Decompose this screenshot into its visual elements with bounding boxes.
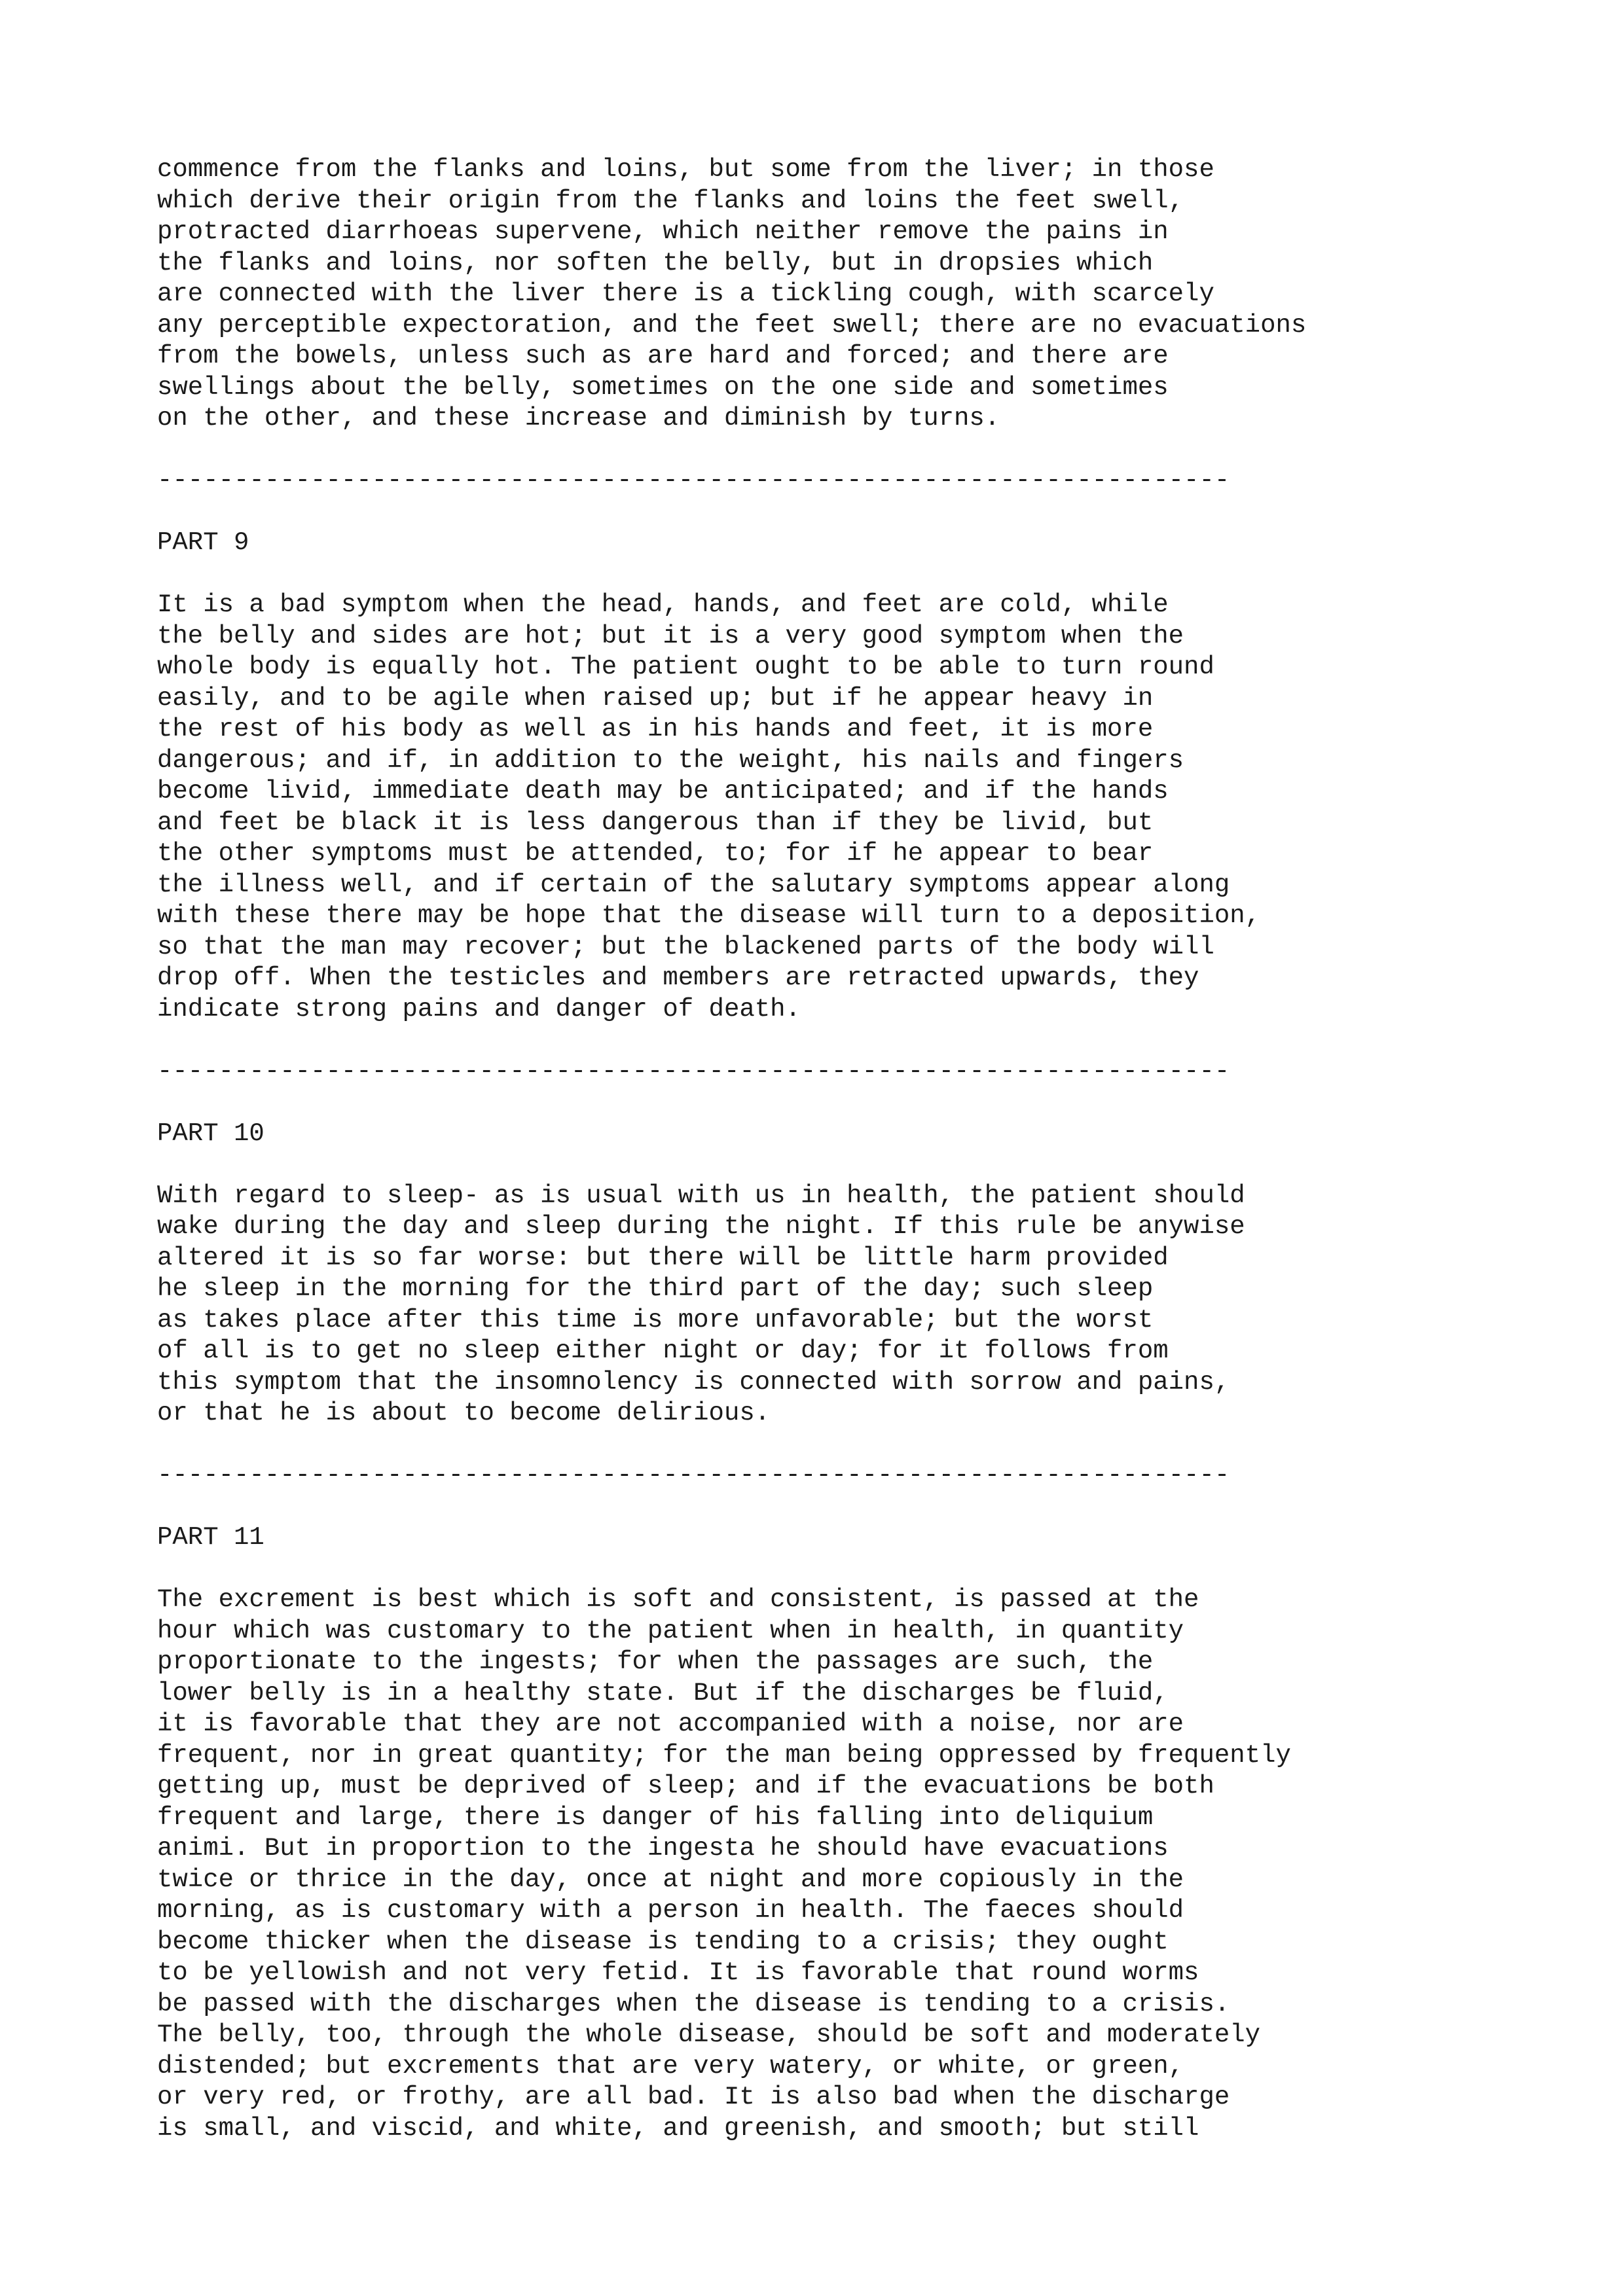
text-line: lower belly is in a healthy state. But if the discharges be fluid, [157, 1678, 1169, 1708]
text-line: are connected with the liver there is a tickling cough, with scarcely [157, 279, 1214, 308]
text-line: morning, as is customary with a person in health. The faeces should [157, 1896, 1184, 1925]
text-line: commence from the flanks and loins, but some from the liver; in those [157, 155, 1214, 184]
text-line: to be yellowish and not very fetid. It is favorable that round worms [157, 1958, 1199, 1987]
blank-line [157, 1149, 1532, 1181]
section-heading [157, 1522, 1532, 1554]
text-line: and feet be black it is less dangerous than if they be livid, but [157, 808, 1154, 837]
text-line: or very red, or frothy, are all bad. It is also bad when the discharge [157, 2083, 1230, 2111]
text-line: so that the man may recover; but the blackened parts of the body will [157, 932, 1214, 961]
text-line: PART 9 [157, 528, 249, 557]
blank-line [157, 1554, 1532, 1585]
text-line: the flanks and loins, nor soften the belly, but in dropsies which [157, 248, 1154, 278]
text-line: with these there may be hope that the disease will turn to a deposition, [157, 901, 1261, 930]
text-line: the rest of his body as well as in his hands and feet, it is more [157, 715, 1154, 744]
text-line: The belly, too, through the whole disease, should be soft and moderately [157, 2020, 1261, 2049]
section-separator [157, 465, 1532, 497]
text-line: PART 11 [157, 1523, 264, 1552]
text-line: be passed with the discharges when the disease is tending to a crisis. [157, 1989, 1230, 2018]
text-line: of all is to get no sleep either night or day; for it follows from [157, 1336, 1169, 1365]
text-line: become livid, immediate death may be anticipated; and if the hands [157, 777, 1169, 806]
blank-line [157, 1492, 1532, 1523]
blank-line [157, 559, 1532, 590]
text-line: indicate strong pains and danger of death. [157, 994, 801, 1024]
section-heading [157, 528, 1532, 559]
text-line: It is a bad symptom when the head, hands, and feet are cold, while [157, 590, 1169, 619]
text-line: is small, and viscid, and white, and greenish, and smooth; but still [157, 2113, 1199, 2143]
text-line: With regard to sleep- as is usual with us in health, the patient should [157, 1181, 1245, 1210]
text-line: altered it is so far worse: but there will be little harm provided [157, 1243, 1169, 1272]
text-line: ---------------------------------------------------------------------- [157, 466, 1230, 495]
text-line: The excrement is best which is soft and consistent, is passed at the [157, 1585, 1199, 1614]
text-line: the illness well, and if certain of the salutary symptoms appear along [157, 870, 1230, 899]
text-line: become thicker when the disease is tending to a crisis; they ought [157, 1927, 1169, 1956]
text-line: or that he is about to become delirious. [157, 1399, 771, 1427]
text-line: ---------------------------------------------------------------------- [157, 1056, 1230, 1086]
text-line: which derive their origin from the flanks and loins the feet swell, [157, 186, 1184, 215]
document-page [157, 154, 1532, 2144]
text-line: the other symptoms must be attended, to; for if he appear to bear [157, 839, 1154, 868]
text-line: hour which was customary to the patient when in health, in quantity [157, 1616, 1184, 1645]
blank-line [157, 1429, 1532, 1461]
text-line: as takes place after this time is more unfavorable; but the worst [157, 1305, 1154, 1335]
section-heading [157, 1119, 1532, 1150]
text-line: PART 10 [157, 1119, 264, 1148]
text-line: proportionate to the ingests; for when the passages are such, the [157, 1647, 1154, 1676]
paragraph [157, 154, 1532, 435]
blank-line [157, 435, 1532, 466]
text-line: swellings about the belly, sometimes on the one side and sometimes [157, 372, 1169, 402]
text-line: dangerous; and if, in addition to the weight, his nails and fingers [157, 745, 1184, 775]
paragraph [157, 1181, 1532, 1429]
text-line: easily, and to be agile when raised up; but if he appear heavy in [157, 683, 1154, 713]
section-separator [157, 1460, 1532, 1492]
text-line: this symptom that the insomnolency is connected with sorrow and pains, [157, 1367, 1230, 1397]
blank-line [157, 1087, 1532, 1119]
text-line: getting up, must be deprived of sleep; and if the evacuations be both [157, 1772, 1214, 1801]
text-line: frequent and large, there is danger of his falling into deliquium [157, 1803, 1154, 1832]
blank-line [157, 497, 1532, 528]
section-separator [157, 1056, 1532, 1088]
blank-line [157, 1025, 1532, 1056]
text-line: from the bowels, unless such as are hard and forced; and there are [157, 342, 1169, 370]
text-line: it is favorable that they are not accompanied with a noise, nor are [157, 1710, 1184, 1738]
text-line: wake during the day and sleep during the night. If this rule be anywise [157, 1212, 1245, 1241]
text-line: frequent, nor in great quantity; for the man being oppressed by frequently [157, 1740, 1291, 1770]
paragraph [157, 590, 1532, 1025]
paragraph [157, 1585, 1532, 2144]
text-line: distended; but excrements that are very watery, or white, or green, [157, 2051, 1184, 2081]
text-line: the belly and sides are hot; but it is a very good symptom when the [157, 621, 1184, 651]
text-line: any perceptible expectoration, and the feet swell; there are no evacuations [157, 310, 1307, 340]
text-line: ---------------------------------------------------------------------- [157, 1461, 1230, 1490]
text-line: animi. But in proportion to the ingesta he should have evacuations [157, 1834, 1169, 1863]
text-line: drop off. When the testicles and members are retracted upwards, they [157, 963, 1199, 992]
text-line: twice or thrice in the day, once at night and more copiously in the [157, 1865, 1184, 1894]
text-line: whole body is equally hot. The patient ought to be able to turn round [157, 653, 1214, 681]
text-line: on the other, and these increase and diminish by turns. [157, 404, 1000, 433]
text-line: protracted diarrhoeas supervene, which neither remove the pains in [157, 217, 1169, 246]
text-line: he sleep in the morning for the third part of the day; such sleep [157, 1274, 1154, 1303]
